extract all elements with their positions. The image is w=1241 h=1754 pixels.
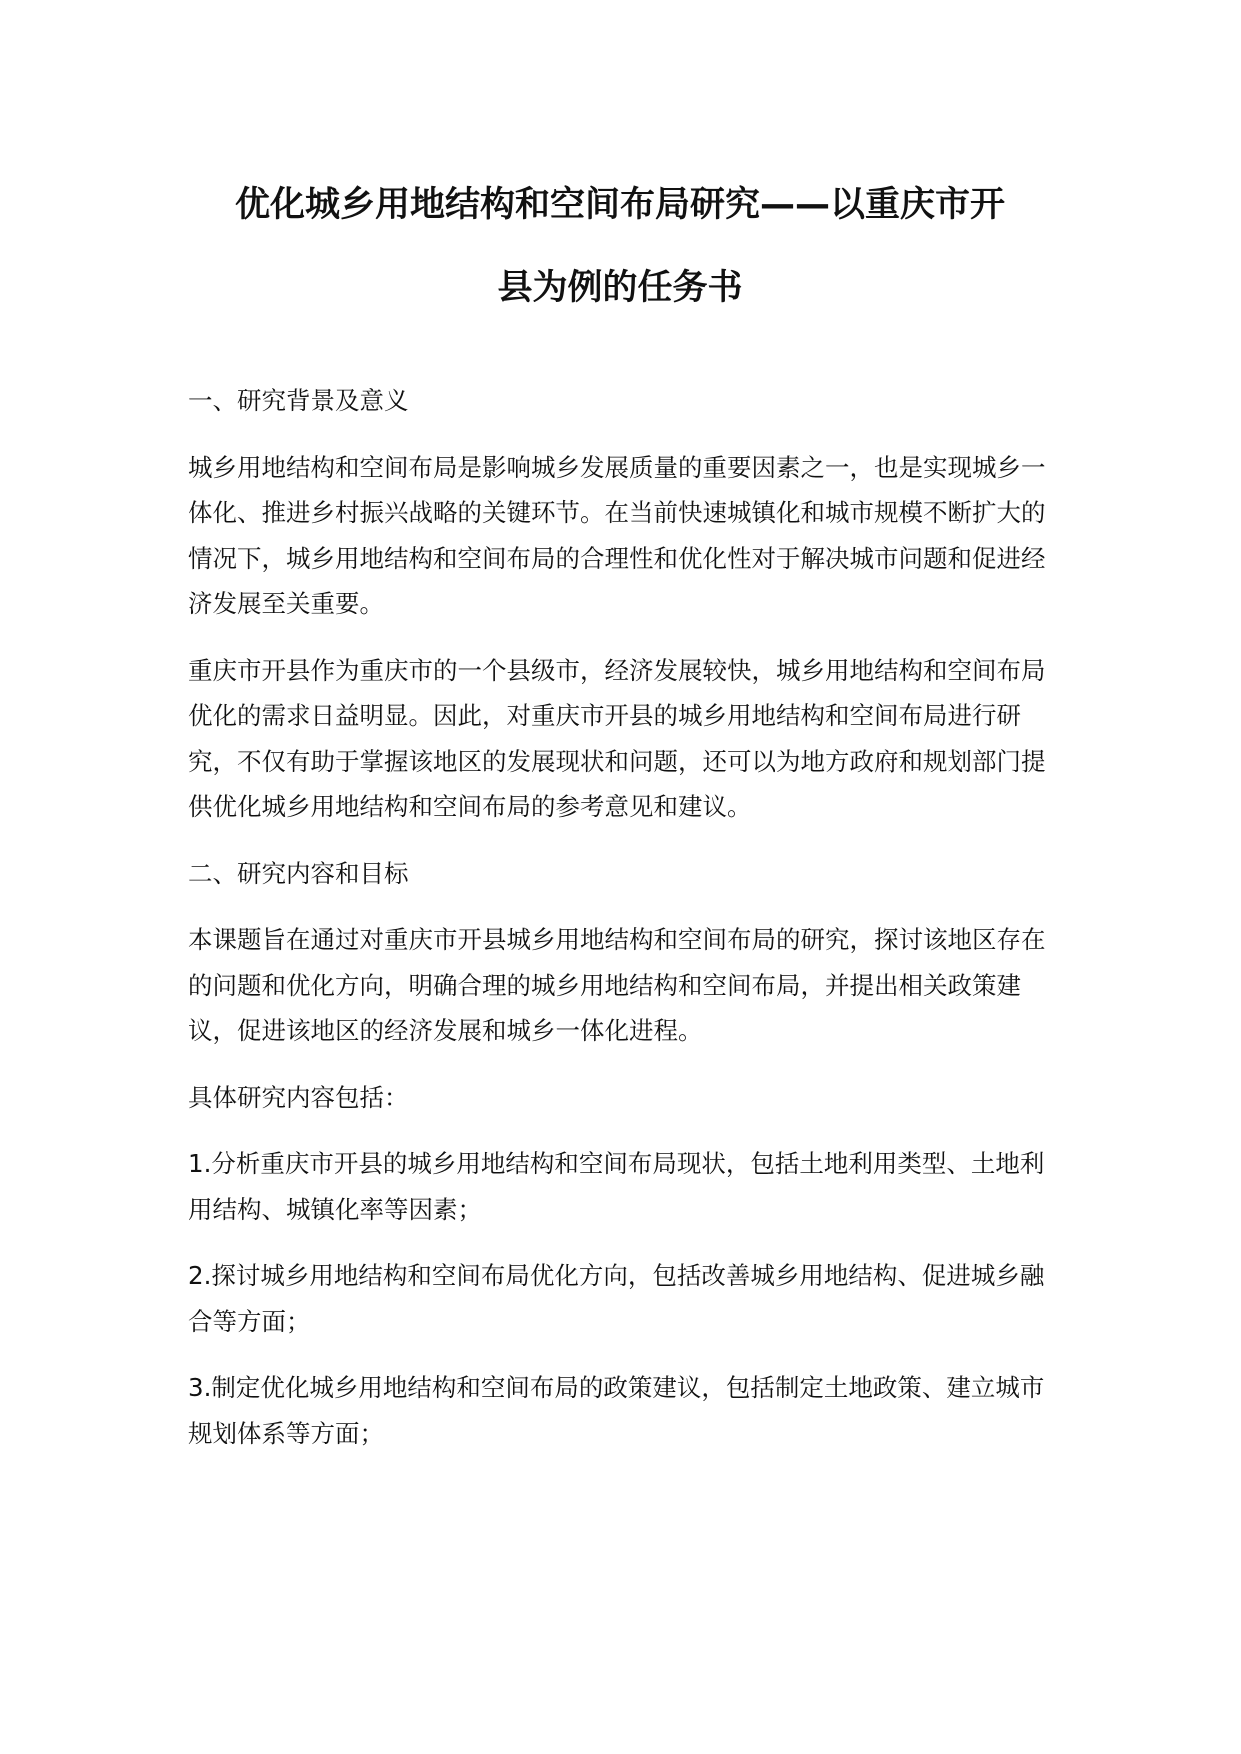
section-heading-background: 一、研究背景及意义 bbox=[188, 386, 409, 415]
paragraph-content-intro: 具体研究内容包括： bbox=[188, 1082, 409, 1112]
document-body bbox=[188, 378, 1060, 1477]
section-heading-content-goals: 二、研究内容和目标 bbox=[188, 858, 409, 888]
list-item-2: 2.探讨城乡用地结构和空间布局优化方向，包括改善城乡用地结构、促进城乡融合等方面； bbox=[188, 1261, 1045, 1336]
paragraph-goals-1: 本课题旨在通过对重庆市开县城乡用地结构和空间布局的研究，探讨该地区存在的问题和优化方向，明确合理的城乡用地结构和空间布局，并提出相关政策建议，促进该地区的经济发展和城乡一体化进程。 bbox=[188, 925, 1046, 1045]
paragraph-background-2: 重庆市开县作为重庆市的一个县级市，经济发展较快，城乡用地结构和空间布局优化的需求日益明显。因此，对重庆市开县的城乡用地结构和空间布局进行研究，不仅有助于掌握该地区的发展现状和问题，还可以为地方政府和规划部门提供优化城乡用地结构和空间布局的参考意见和建议。 bbox=[188, 655, 1046, 821]
document-title-line-2: 县为例的任务书 bbox=[497, 268, 743, 308]
paragraph-background-1: 城乡用地结构和空间布局是影响城乡发展质量的重要因素之一，也是实现城乡一体化、推进乡村振兴战略的关键环节。在当前快速城镇化和城市规模不断扩大的情况下，城乡用地结构和空间布局的合理性和优化性对于解决城市问题和促进经济发展至关重要。 bbox=[188, 452, 1046, 618]
document-title-line-1: 优化城乡用地结构和空间布局研究——以重庆市开 bbox=[234, 185, 1005, 225]
list-item-3: 3.制定优化城乡用地结构和空间布局的政策建议，包括制定土地政策、建立城市规划体系等方面； bbox=[188, 1373, 1045, 1448]
list-item-1: 1.分析重庆市开县的城乡用地结构和空间布局现状，包括土地利用类型、土地利用结构、城镇化率等因素； bbox=[188, 1149, 1045, 1224]
